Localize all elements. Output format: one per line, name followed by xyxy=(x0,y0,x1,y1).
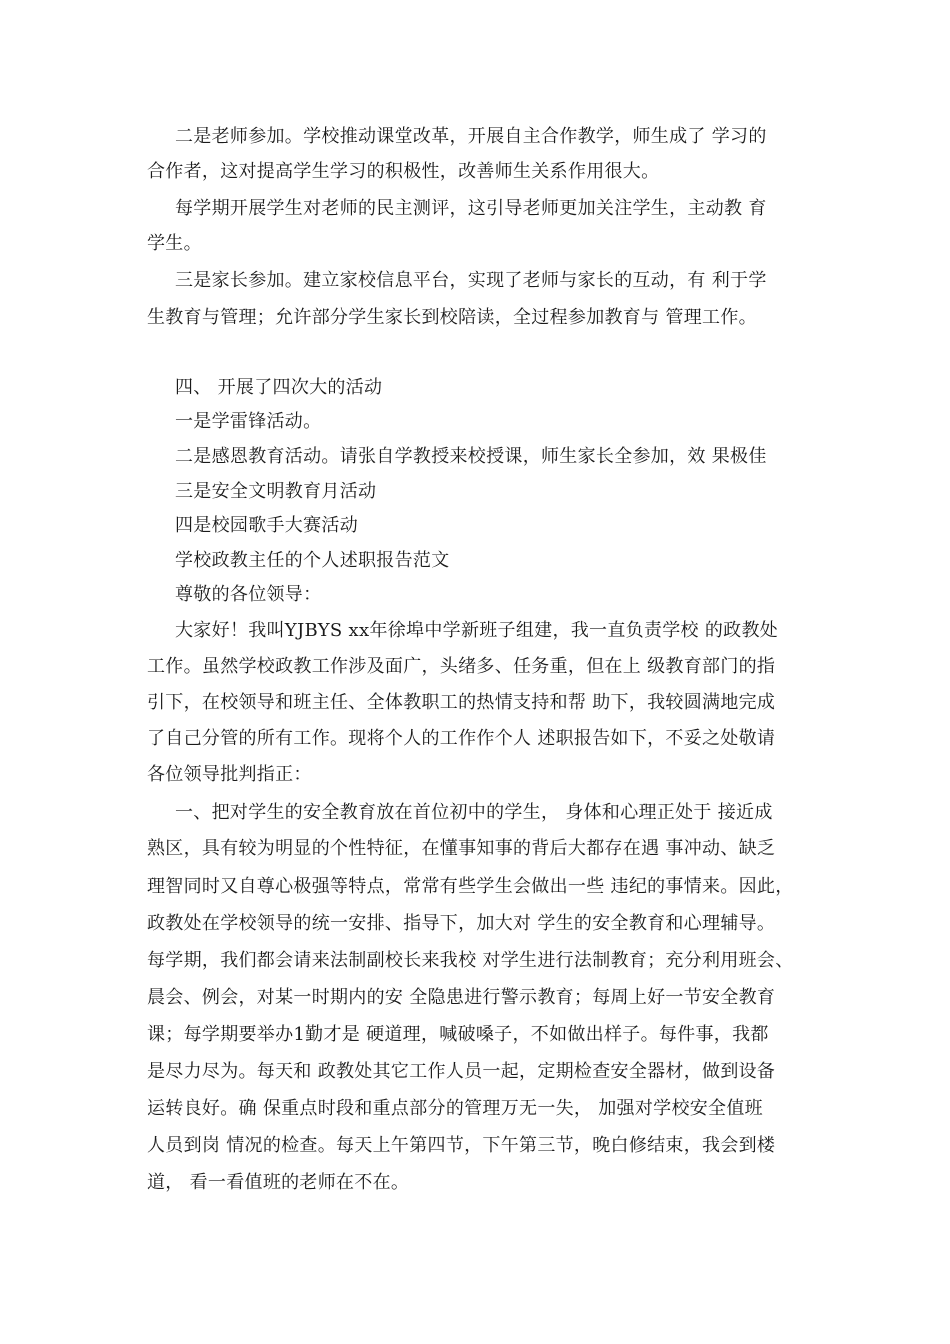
text-line: 二是感恩教育活动。请张自学教授来校授课，师生家长全参加，效 果极佳 xyxy=(175,446,767,467)
section-heading: 四、 开展了四次大的活动 xyxy=(175,377,383,398)
text-line: 三是安全文明教育月活动 xyxy=(175,481,377,502)
text-line: 三是家长参加。建立家校信息平台，实现了老师与家长的互动，有 利于学 xyxy=(175,270,767,291)
text-line: 晨会、例会，对某一时期内的安 全隐患进行警示教育；每周上好一节安全教育 xyxy=(147,987,776,1008)
text-line: 引下，在校领导和班主任、全体教职工的热情支持和帮 助下，我较圆满地完成 xyxy=(147,692,776,713)
document-title: 学校政教主任的个人述职报告范文 xyxy=(175,550,450,571)
text-line: 每学期，我们都会请来法制副校长来我校 对学生进行法制教育；充分利用班会、 xyxy=(147,950,794,971)
text-line: 了自己分管的所有工作。现将个人的工作作个人 述职报告如下，不妥之处敬请 xyxy=(147,728,776,749)
text-line: 人员到岗 情况的检查。每天上午第四节，下午第三节，晚白修结束，我会到楼 xyxy=(147,1135,776,1156)
text-line: 大家好！我叫YJBYS xx年徐埠中学新班子组建，我一直负责学校 的政教处 xyxy=(175,620,779,641)
text-line: 每学期开展学生对老师的民主测评，这引导老师更加关注学生，主动教 育 xyxy=(175,198,767,219)
text-line: 四是校园歌手大赛活动 xyxy=(175,515,358,536)
text-line: 工作。虽然学校政教工作涉及面广，头绪多、任务重，但在上 级教育部门的指 xyxy=(147,656,776,677)
text-line: 各位领导批判指正： xyxy=(147,764,312,785)
text-line: 是尽力尽为。每天和 政教处其它工作人员一起，定期检查安全器材，做到设备 xyxy=(147,1061,776,1082)
text-line: 政教处在学校领导的统一安排、指导下，加大对 学生的安全教育和心理辅导。 xyxy=(147,913,776,934)
text-line: 道， 看一看值班的老师在不在。 xyxy=(147,1172,410,1193)
text-line: 熟区，具有较为明显的个性特征，在懂事知事的背后大都存在遇 事冲动、缺乏 xyxy=(147,838,776,859)
text-line: 理智同时又自尊心极强等特点，常常有些学生会做出一些 违纪的事情来。因此， xyxy=(147,876,794,897)
text-line: 课；每学期要举办1勤才是 硬道理，喊破嗓子，不如做出样子。每件事，我都 xyxy=(147,1024,769,1045)
text-line: 一是学雷锋活动。 xyxy=(175,411,322,432)
text-line: 生教育与管理；允许部分学生家长到校陪读，全过程参加教育与 管理工作。 xyxy=(147,307,757,328)
text-line: 运转良好。确 保重点时段和重点部分的管理万无一失， 加强对学校安全值班 xyxy=(147,1098,763,1119)
text-line: 学生。 xyxy=(147,233,202,254)
text-line: 一、把对学生的安全教育放在首位初中的学生， 身体和心理正处于 接近成 xyxy=(175,802,773,823)
text-line: 合作者，这对提高学生学习的积极性，改善师生关系作用很大。 xyxy=(147,161,660,182)
salutation: 尊敬的各位领导： xyxy=(175,584,322,605)
text-line: 二是老师参加。学校推动课堂改革，开展自主合作教学，师生成了 学习的 xyxy=(175,126,767,147)
